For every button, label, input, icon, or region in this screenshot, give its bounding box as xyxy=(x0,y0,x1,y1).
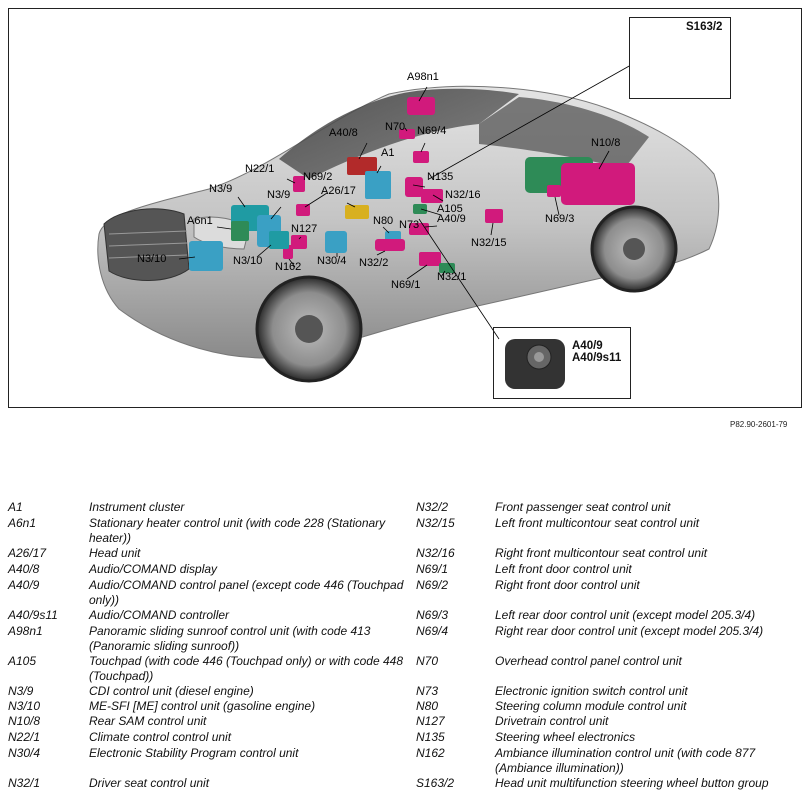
module-N32-16 xyxy=(421,189,443,203)
legend-code: A26/17 xyxy=(8,546,47,560)
module-N69-4 xyxy=(413,151,429,163)
legend-code: N22/1 xyxy=(8,730,41,744)
legend-desc: Head unit xyxy=(89,546,141,560)
module-N127 xyxy=(291,235,307,249)
module-N30-4 xyxy=(325,231,347,253)
legend-desc: Drivetrain control unit xyxy=(495,714,609,728)
legend-desc: Panoramic sliding sunroof control unit (with code 413 (Panoramic sliding sunroof)) xyxy=(89,624,371,653)
legend-code: A98n1 xyxy=(8,624,43,638)
legend-code: N135 xyxy=(416,730,445,744)
callout-A26-17: A26/17 xyxy=(321,185,356,197)
callout-N32-16: N32/16 xyxy=(445,189,481,201)
legend-desc: Driver seat control unit xyxy=(89,776,210,790)
legend-desc: Audio/COMAND controller xyxy=(89,608,230,622)
legend-desc: Overhead control panel control unit xyxy=(495,654,682,668)
legend-code: N32/16 xyxy=(416,546,455,560)
legend-code: N10/8 xyxy=(8,714,41,728)
legend-code: N32/2 xyxy=(416,500,449,514)
module-N32-2 xyxy=(375,239,405,251)
legend-code: N69/4 xyxy=(416,624,449,638)
legend-desc: Left front door control unit xyxy=(495,562,632,576)
legend-desc: Audio/COMAND display xyxy=(89,562,218,576)
legend-desc: Audio/COMAND control panel (except code 446 (Touchpad only)) xyxy=(89,578,404,607)
inset-label-S163-2: S163/2 xyxy=(686,21,723,33)
legend-code: S163/2 xyxy=(416,776,455,790)
module-N32-15 xyxy=(485,209,503,223)
legend-code: A40/9s11 xyxy=(8,608,58,622)
callout-A98n1: A98n1 xyxy=(407,71,439,83)
module-N69-1 xyxy=(419,252,441,266)
callout-N69-2: N69/2 xyxy=(303,171,333,183)
callout-N22-1: N22/1 xyxy=(245,163,275,175)
module-A105 xyxy=(413,204,427,214)
legend-desc: Ambiance illumination control unit (with code 877 (Ambiance illumination)) xyxy=(495,746,756,775)
legend-desc: Climate control control unit xyxy=(89,730,232,744)
inset-label-A40-9s11: A40/9s11 xyxy=(572,352,622,364)
legend-code: N69/3 xyxy=(416,608,449,622)
callout-N69-3: N69/3 xyxy=(545,213,575,225)
legend-desc: Right front multicontour seat control unit xyxy=(495,546,708,560)
callout-N3-9b: N3/9 xyxy=(267,189,291,201)
callout-N73: N73 xyxy=(399,219,420,231)
callout-N69-4: N69/4 xyxy=(417,125,447,137)
callout-N10-8: N10/8 xyxy=(591,137,621,149)
module-A26-17 xyxy=(345,205,369,219)
callout-N162: N162 xyxy=(275,261,302,273)
module-A98n1 xyxy=(407,97,435,115)
module-A6n1 xyxy=(231,221,249,241)
legend-desc: Instrument cluster xyxy=(89,500,185,514)
legend-code: A1 xyxy=(8,500,23,514)
callout-N3-10b: N3/10 xyxy=(233,255,263,267)
legend-code: N30/4 xyxy=(8,746,41,760)
module-N135 xyxy=(405,177,423,197)
legend-code: N80 xyxy=(416,699,439,713)
module-N3-10 xyxy=(189,241,223,271)
legend-code: N69/1 xyxy=(416,562,449,576)
callout-N70: N70 xyxy=(385,121,406,133)
legend-desc: Left rear door control unit (except model 205.3/4) xyxy=(495,608,756,622)
module-N69-3 xyxy=(547,185,561,197)
legend-code: A40/9 xyxy=(8,578,40,592)
legend-code: N3/9 xyxy=(8,684,34,698)
legend-code: N3/10 xyxy=(8,699,41,713)
callout-N3-10a: N3/10 xyxy=(137,253,167,265)
legend-desc: Electronic ignition switch control unit xyxy=(495,684,688,698)
module-N3-10b xyxy=(269,231,289,249)
legend-desc: Front passenger seat control unit xyxy=(495,500,671,514)
steering-wheel-inset xyxy=(629,17,731,99)
legend-code: N73 xyxy=(416,684,439,698)
legend-code: N162 xyxy=(416,746,445,760)
legend-code: A40/8 xyxy=(8,562,40,576)
module-N10-8 xyxy=(561,163,635,205)
legend-desc: Right front door control unit xyxy=(495,578,640,592)
legend-code: N69/2 xyxy=(416,578,449,592)
legend-desc: Stationary heater control unit (with code 228 (Stationary heater)) xyxy=(89,516,386,545)
callout-N80: N80 xyxy=(373,215,394,227)
controller-inset xyxy=(493,327,631,399)
callout-N32-2: N32/2 xyxy=(359,257,389,269)
callout-A40-9: A40/9 xyxy=(437,213,466,225)
legend-code: A6n1 xyxy=(8,516,37,530)
figure-reference: P82.90-2601-79 xyxy=(730,420,788,429)
legend-desc: Head unit multifunction steering wheel button group xyxy=(495,776,769,790)
callout-N135: N135 xyxy=(427,171,454,183)
callout-N32-15: N32/15 xyxy=(471,237,507,249)
legend-desc: Touchpad (with code 446 (Touchpad only) or with code 448 (Touchpad)) xyxy=(89,654,403,683)
legend-code: A105 xyxy=(8,654,37,668)
legend-desc: Left front multicontour seat control unit xyxy=(495,516,700,530)
callout-A105: A105 xyxy=(437,203,463,215)
legend-desc: Right rear door control unit (except model 205.3/4) xyxy=(495,624,764,638)
vehicle-diagram xyxy=(8,8,802,408)
callout-N3-9a: N3/9 xyxy=(209,183,233,195)
legend-code: N70 xyxy=(416,654,439,668)
callout-A6n1: A6n1 xyxy=(187,215,213,227)
callout-A40-8: A40/8 xyxy=(329,127,358,139)
legend-code: N32/1 xyxy=(8,776,41,790)
callout-N69-1: N69/1 xyxy=(391,279,421,291)
callout-A1: A1 xyxy=(381,147,395,159)
callout-N32-1: N32/1 xyxy=(437,271,467,283)
legend-desc: Steering wheel electronics xyxy=(495,730,636,744)
legend-desc: CDI control unit (diesel engine) xyxy=(89,684,254,698)
module-N69-2 xyxy=(296,204,310,216)
callout-N127: N127 xyxy=(291,223,318,235)
legend-desc: Steering column module control unit xyxy=(495,699,687,713)
inset-label-A40-9: A40/9 xyxy=(572,340,603,352)
module-A1 xyxy=(365,171,391,199)
legend-code: N32/15 xyxy=(416,516,455,530)
legend-desc: Electronic Stability Program control unit xyxy=(89,746,299,760)
legend-desc: ME-SFI [ME] control unit (gasoline engine) xyxy=(89,699,316,713)
legend-code: N127 xyxy=(416,714,445,728)
callout-N30-4: N30/4 xyxy=(317,255,347,267)
legend-desc: Rear SAM control unit xyxy=(89,714,207,728)
